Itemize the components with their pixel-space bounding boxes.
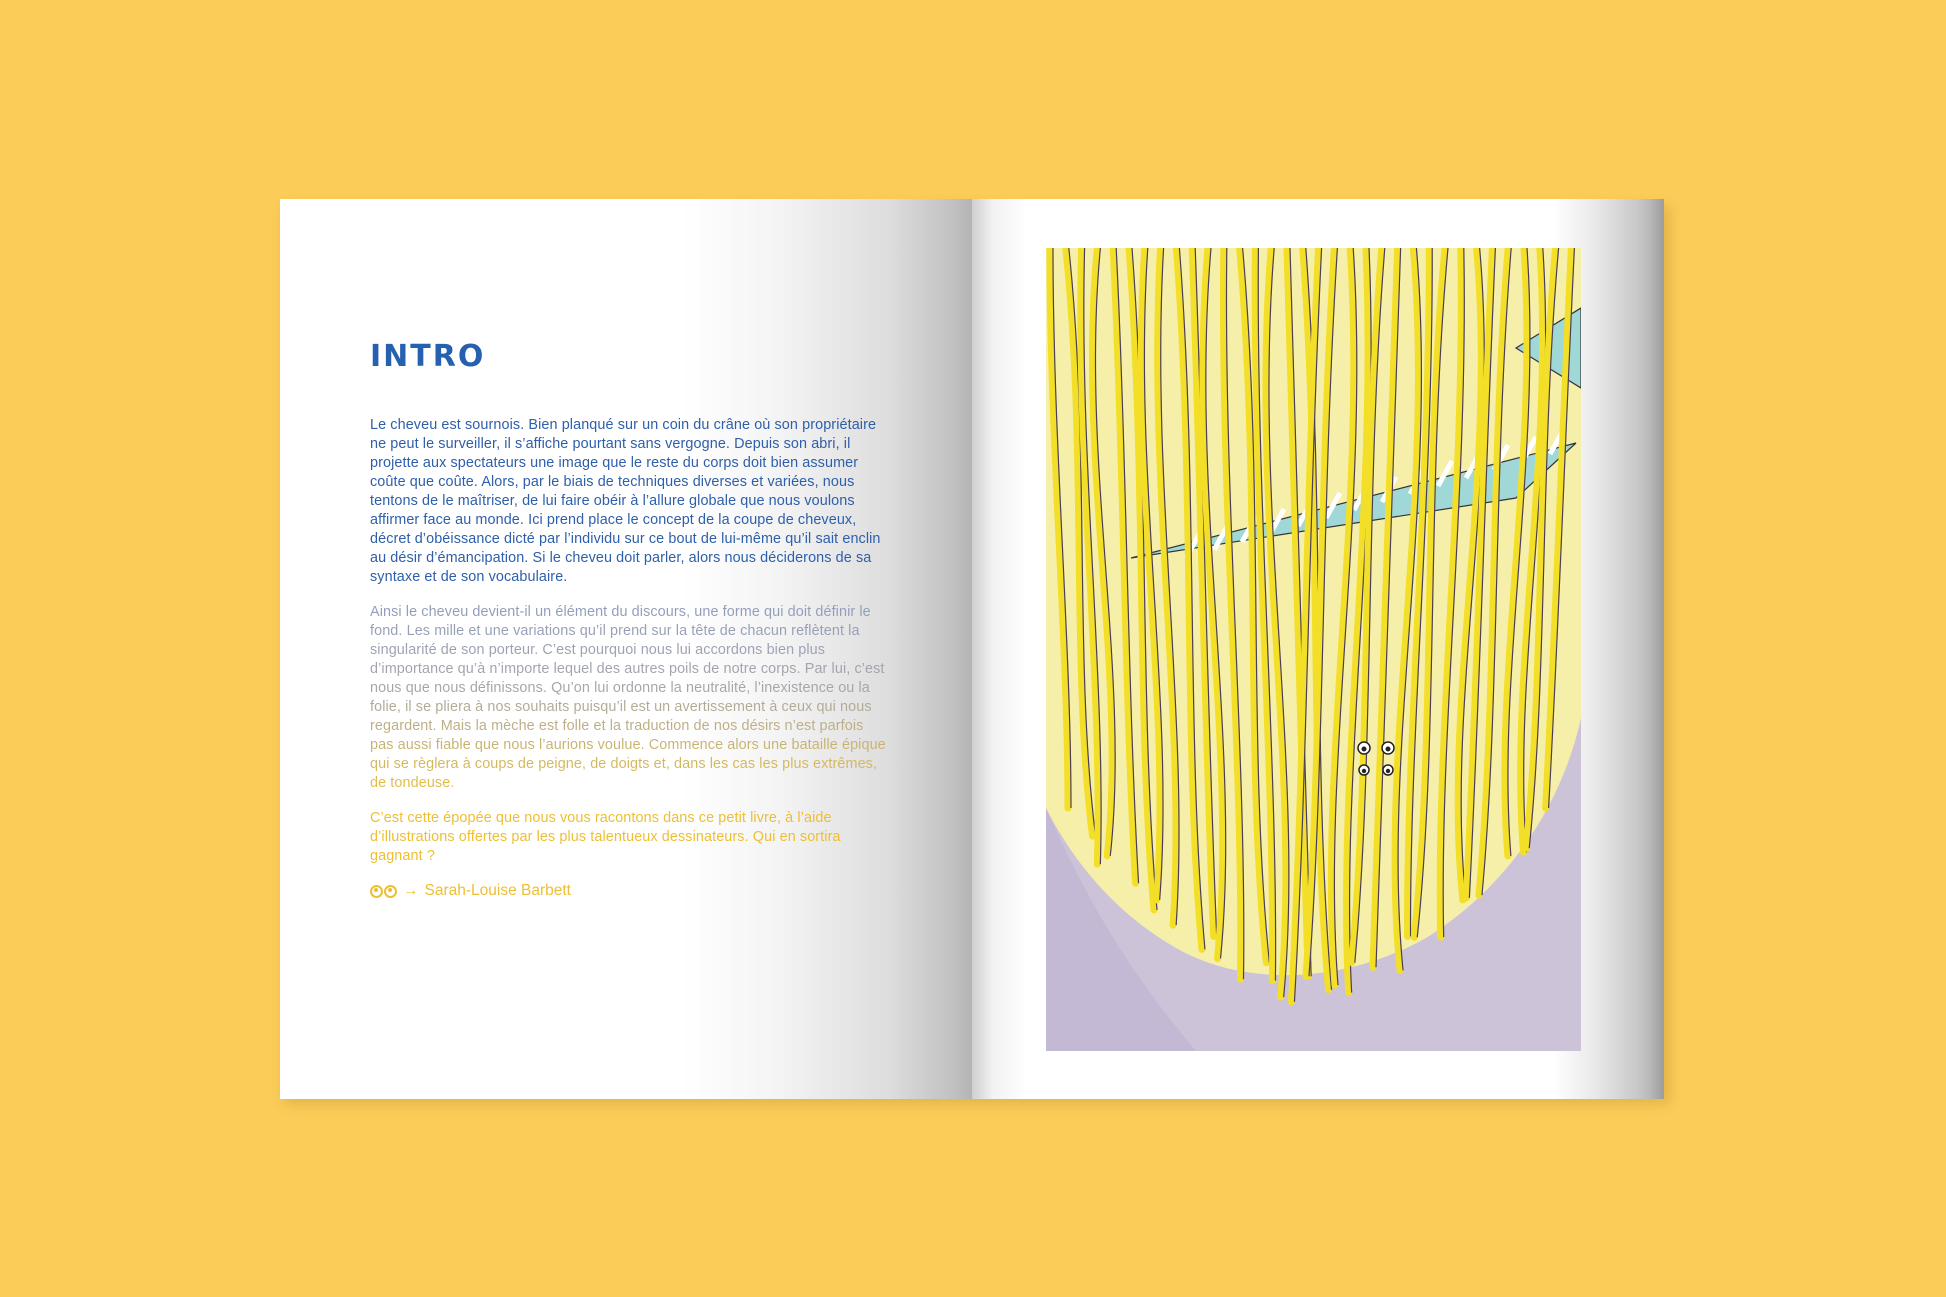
- eye-pupil-lower: [1386, 769, 1390, 773]
- paragraph-2: Ainsi le cheveu devient-il un élément du discours, une forme qui doit définir le fond. Les mille et une variations qu’il prend sur la tête de chacun reflètent la singularité de son porteur. C’est pourquoi nous lui accordons bien plus d’importance qu’à n’importe lequel des autres poils de notre corps. Par lui, c’est nous que nous définissons. Qu’on lui ordonne la neutralité, l’inexistence ou la folie, il se pliera à nos souhaits puisqu’il est un avertissement à ceux qui nous regardent. Mais la mèche est folle et la traduction de nos désirs n’est parfois pas aussi fiable que nous l’aurions voulue. Commence alors une bataille épique qui se règlera à coups de peigne, de doigts et, dans les cas les plus extrêmes, de tondeuse.: [370, 603, 890, 793]
- hair-illustration: [1046, 248, 1581, 1051]
- arrow-icon: →: [403, 882, 419, 899]
- eyes-icon: [370, 885, 397, 898]
- eye-pupil: [1362, 747, 1367, 752]
- page-edge: [1650, 199, 1664, 1099]
- paragraph-1: Le cheveu est sournois. Bien planqué sur un coin du crâne où son propriétaire ne peut le surveiller, il s’affiche pourtant sans vergogne. Depuis son abri, il projette aux spectateurs une image que le reste du corps doit bien assumer coûte que coûte. Alors, par le biais de techniques diverses et variées, nous tentons de le maîtriser, de lui faire obéir à l’allure globale que nous voulons affirmer face au monde. Ici prend place le concept de la coupe de cheveux, décret d’obéissance dicté par l’individu sur ce bout de lui-même qu’il sait enclin au désir d’émancipation. Si le cheveu doit parler, alors nous déciderons de sa syntaxe et de son vocabulaire.: [370, 417, 881, 585]
- author-name: Sarah-Louise Barbett: [424, 882, 571, 899]
- intro-text: [370, 416, 890, 900]
- eye-pupil-lower: [1362, 769, 1366, 773]
- hair-strands-drawing: [1046, 248, 1581, 1051]
- paragraph-3: C’est cette épopée que nous vous racontons dans ce petit livre, à l’aide d’illustrations offertes par les plus talentueux dessinateurs. Qui en sortira gagnant ?: [370, 810, 841, 864]
- right-page: [972, 199, 1664, 1099]
- signature: [370, 882, 890, 900]
- intro-title: INTRO: [370, 339, 486, 374]
- eye-pupil: [1386, 747, 1391, 752]
- left-page: [280, 199, 972, 1099]
